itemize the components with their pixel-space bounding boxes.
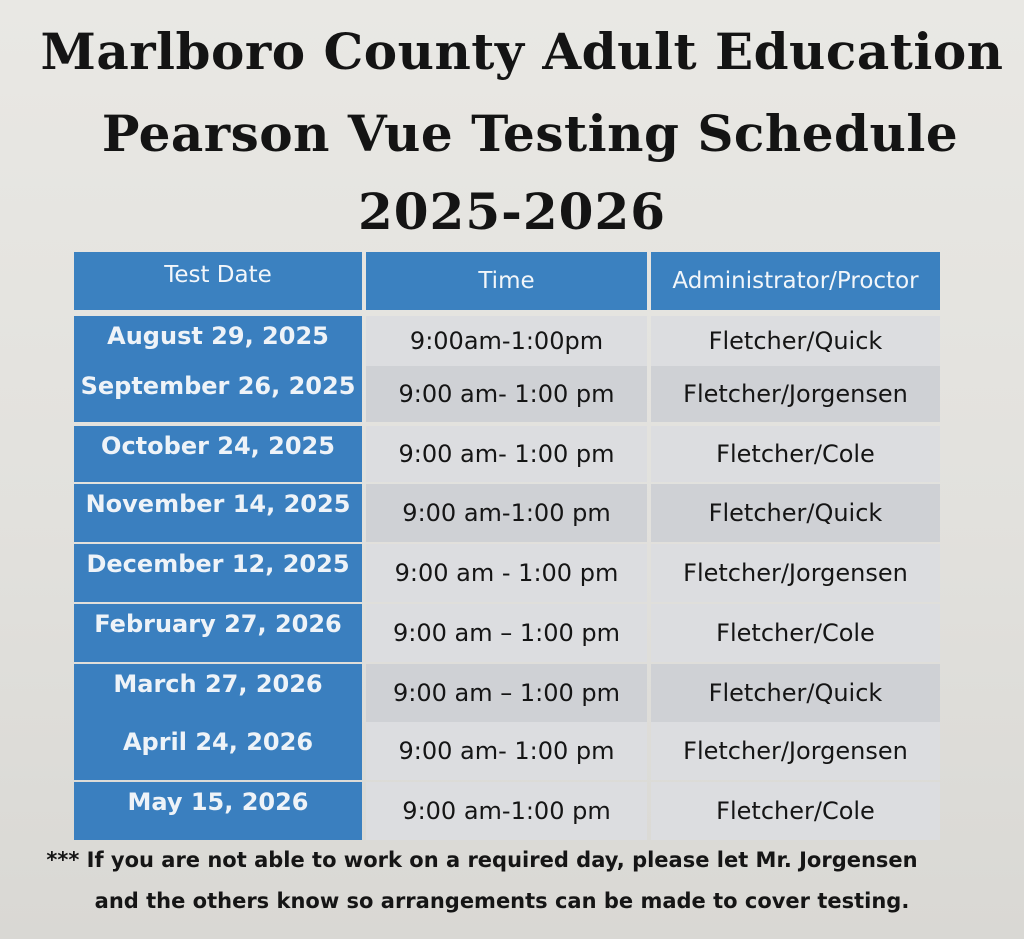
- test-date-cell: August 29, 2025: [74, 316, 362, 366]
- test-date-cell: November 14, 2025: [74, 484, 362, 542]
- test-date-cell: April 24, 2026: [74, 722, 362, 780]
- footnote-line-2: and the others know so arrangements can be made to cover testing.: [94, 889, 910, 913]
- time-cell: 9:00 am- 1:00 pm: [366, 426, 647, 482]
- time-cell: 9:00 am - 1:00 pm: [366, 544, 647, 602]
- proctor-cell: Fletcher/Jorgensen: [651, 366, 940, 422]
- table-row: [74, 316, 940, 366]
- test-date-cell: May 15, 2026: [74, 782, 362, 840]
- time-cell: 9:00 am-1:00 pm: [366, 782, 647, 840]
- table-row: [74, 604, 940, 662]
- test-date-cell: December 12, 2025: [74, 544, 362, 602]
- testing-schedule-table: [74, 252, 940, 840]
- table-row: [74, 426, 940, 482]
- time-cell: 9:00 am-1:00 pm: [366, 484, 647, 542]
- time-cell: 9:00 am – 1:00 pm: [366, 664, 647, 722]
- proctor-cell: Fletcher/Jorgensen: [651, 722, 940, 780]
- test-date-cell: February 27, 2026: [74, 604, 362, 662]
- proctor-cell: Fletcher/Jorgensen: [651, 544, 940, 602]
- proctor-cell: Fletcher/Quick: [651, 484, 940, 542]
- header-time: Time: [366, 252, 647, 310]
- proctor-cell: Fletcher/Quick: [651, 664, 940, 722]
- table-row: [74, 544, 940, 602]
- page-title-line-1: Marlboro County Adult Education: [40, 22, 1004, 81]
- header-administrator-proctor: Administrator/Proctor: [651, 252, 940, 310]
- page-title-line-2: Pearson Vue Testing Schedule: [101, 104, 959, 163]
- time-cell: 9:00 am- 1:00 pm: [366, 366, 647, 422]
- page-title-year: 2025-2026: [357, 182, 667, 241]
- time-cell: 9:00 am- 1:00 pm: [366, 722, 647, 780]
- proctor-cell: Fletcher/Cole: [651, 426, 940, 482]
- test-date-cell: September 26, 2025: [74, 366, 362, 422]
- table-row: [74, 664, 940, 722]
- test-date-cell: October 24, 2025: [74, 426, 362, 482]
- table-row: [74, 782, 940, 840]
- proctor-cell: Fletcher/Cole: [651, 782, 940, 840]
- proctor-cell: Fletcher/Quick: [651, 316, 940, 366]
- header-test-date: Test Date: [74, 252, 362, 310]
- test-date-cell: March 27, 2026: [74, 664, 362, 722]
- proctor-cell: Fletcher/Cole: [651, 604, 940, 662]
- table-row: [74, 722, 940, 780]
- time-cell: 9:00 am – 1:00 pm: [366, 604, 647, 662]
- time-cell: 9:00am-1:00pm: [366, 316, 647, 366]
- footnote-line-1: *** If you are not able to work on a required day, please let Mr. Jorgensen: [46, 848, 918, 872]
- table-row: [74, 366, 940, 422]
- table-row: [74, 484, 940, 542]
